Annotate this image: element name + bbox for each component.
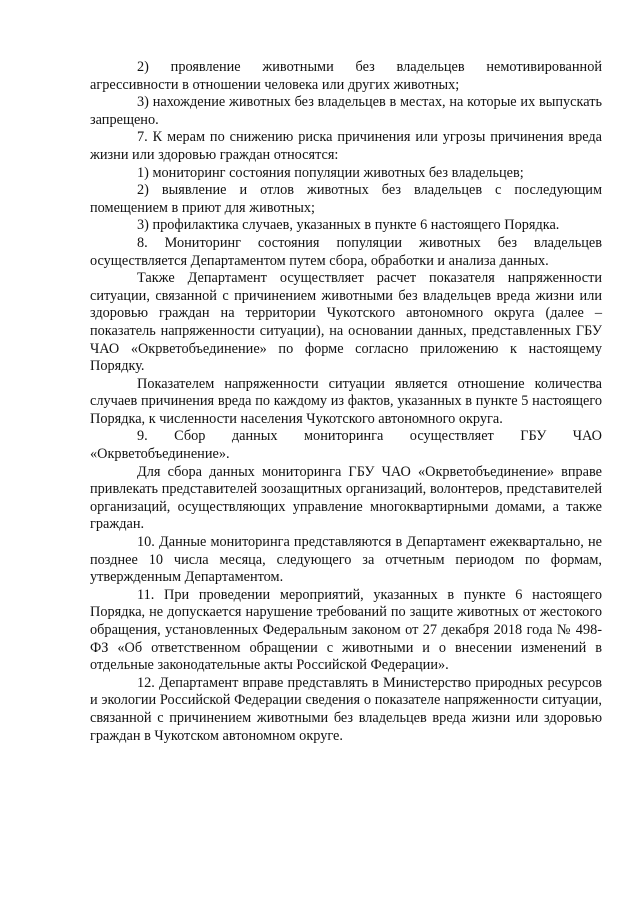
paragraph-item-12: 12. Департамент вправе представлять в Министерство природных ресурсов и экологии Российской Федерации сведения о показателе напряженности ситуации, связанной с причинением животными без владельцев вреда жизни или здоровью граждан в Чукотском автономном округе. [90,674,602,744]
paragraph-item-11: 11. При проведении мероприятий, указанных в пункте 6 настоящего Порядка, не допускается нарушение требований по защите животных от жестокого обращения, установленных Федеральным законом от 27 декабря 2018 года № 498-ФЗ «Об ответственном обращении с животными и о внесении изменений в отдельные законодательные акты Российской Федерации». [90,586,602,674]
paragraph-item-9: 9. Сбор данных мониторинга осуществляет ГБУ ЧАО «Окрветобъединение». [90,428,602,463]
paragraph-aggression: 2) проявление животными без владельцев немотивированной агрессивности в отношении человека или других животных; [90,59,602,93]
document-body [90,59,602,745]
paragraph-monitoring-measure: 1) мониторинг состояния популяции животных без владельцев; [137,164,524,181]
paragraph-forbidden-places: 3) нахождение животных без владельцев в местах, на которые их выпускать запрещено. [90,94,602,128]
paragraph-item-8: 8. Мониторинг состояния популяции животных без владельцев осуществляется Департаментом путем сбора, обработки и анализа данных. [90,234,602,269]
paragraph-item-7: 7. К мерам по снижению риска причинения или угрозы причинения вреда жизни или здоровью граждан относятся: [90,129,602,163]
paragraph-item-10: 10. Данные мониторинга представляются в Департамент ежеквартально, не позднее 10 числа месяца, следующего за отчетным периодом по формам, утвержденным Департаментом. [90,534,602,586]
paragraph-tension-indicator-calc: Также Департамент осуществляет расчет показателя напряженности ситуации, связанной с причинением животными без владельцев вреда жизни или здоровью граждан на территории Чукотского автономного округа (далее – показатель напряженности ситуации), на основании данных, представленных ГБУ ЧАО «Окрветобъединение» по форме согласно приложению к настоящему Порядку. [90,270,602,375]
paragraph-capture-measure: 2) выявление и отлов животных без владельцев с последующим помещением в приют для животных; [90,182,602,216]
paragraph-tension-indicator-definition: Показателем напряженности ситуации является отношение количества случаев причинения вреда по каждому из фактов, указанных в пункте 5 настоящего Порядка, к численности населения Чукотского автономного округа. [90,375,602,427]
paragraph-data-collection: Для сбора данных мониторинга ГБУ ЧАО «Окрветобъединение» вправе привлекать представителей зоозащитных организаций, волонтеров, представителей организаций, осуществляющих управление многоквартирными домами, а также граждан. [90,463,602,533]
paragraph-prevention-measure: 3) профилактика случаев, указанных в пункте 6 настоящего Порядка. [137,217,560,234]
